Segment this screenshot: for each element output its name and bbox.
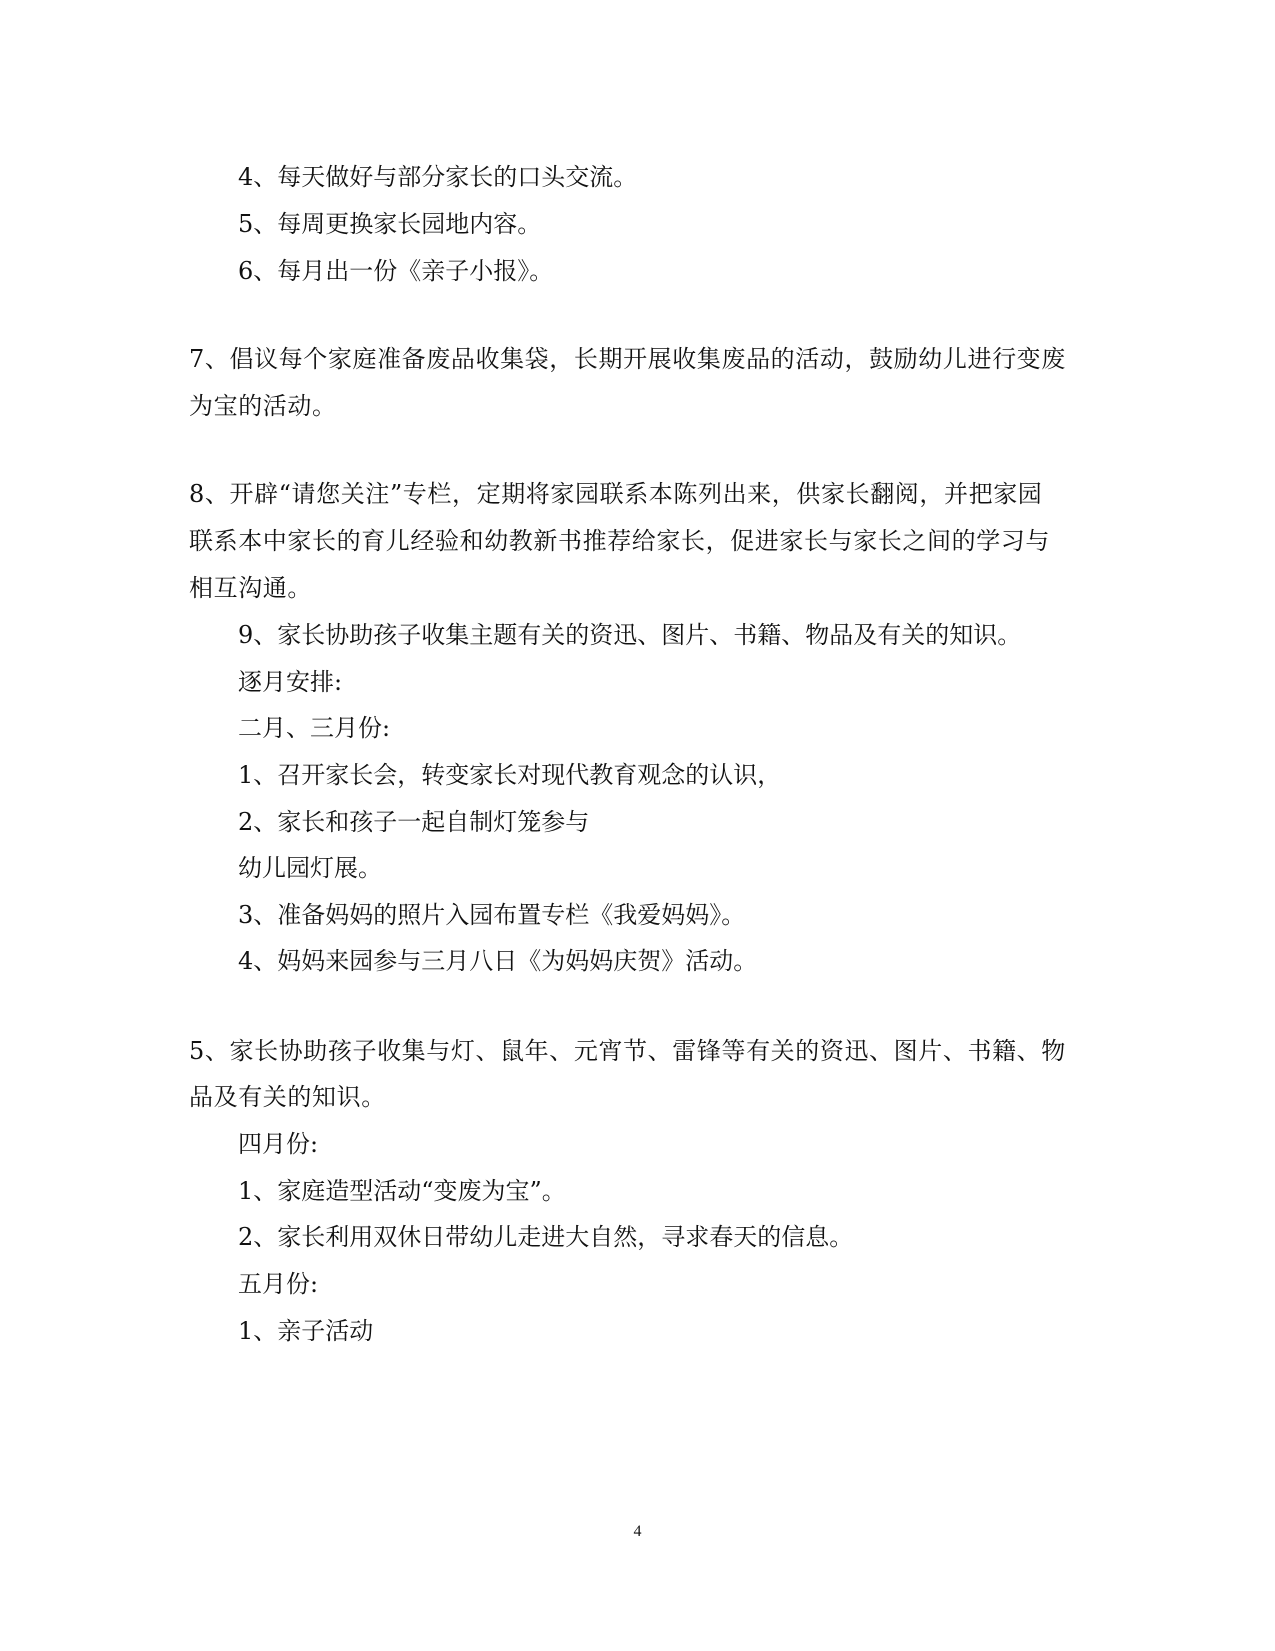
text-line: 为宝的活动。 [189, 392, 337, 420]
text-line: 逐月安排: [238, 668, 343, 696]
text-line: 2、家长和孩子一起自制灯笼参与 [238, 808, 590, 836]
text-line: 3、准备妈妈的照片入园布置专栏《我爱妈妈》。 [238, 901, 746, 929]
text-line: 相互沟通。 [189, 574, 312, 602]
text-line: 联系本中家长的育儿经验和幼教新书推荐给家长，促进家长与家长之间的学习与 [189, 527, 1050, 555]
text-line: 8、开辟“请您关注”专栏，定期将家园联系本陈列出来，供家长翻阅，并把家园 [189, 480, 1043, 508]
text-line: 7、倡议每个家庭准备废品收集袋，长期开展收集废品的活动，鼓励幼儿进行变废 [189, 345, 1066, 373]
text-line: 4、每天做好与部分家长的口头交流。 [238, 163, 638, 191]
text-line: 9、家长协助孩子收集主题有关的资迅、图片、书籍、物品及有关的知识。 [238, 621, 1022, 649]
text-line: 5、每周更换家长园地内容。 [238, 210, 542, 238]
text-line: 1、召开家长会，转变家长对现代教育观念的认识， [238, 761, 782, 789]
text-line: 二月、三月份: [238, 714, 391, 742]
text-line: 2、家长利用双休日带幼儿走进大自然，寻求春天的信息。 [238, 1223, 854, 1251]
text-line: 1、家庭造型活动“变废为宝”。 [238, 1177, 566, 1205]
text-line: 四月份: [238, 1130, 319, 1158]
text-line: 品及有关的知识。 [189, 1083, 386, 1111]
text-line: 5、家长协助孩子收集与灯、鼠年、元宵节、雷锋等有关的资迅、图片、书籍、物 [189, 1037, 1066, 1065]
text-line: 1、亲子活动 [238, 1317, 374, 1345]
text-line: 4、妈妈来园参与三月八日《为妈妈庆贺》活动。 [238, 947, 758, 975]
text-line: 6、每月出一份《亲子小报》。 [238, 257, 554, 285]
text-line: 五月份: [238, 1270, 319, 1298]
text-line: 幼儿园灯展。 [238, 854, 382, 882]
page-number: 4 [633, 1523, 642, 1540]
